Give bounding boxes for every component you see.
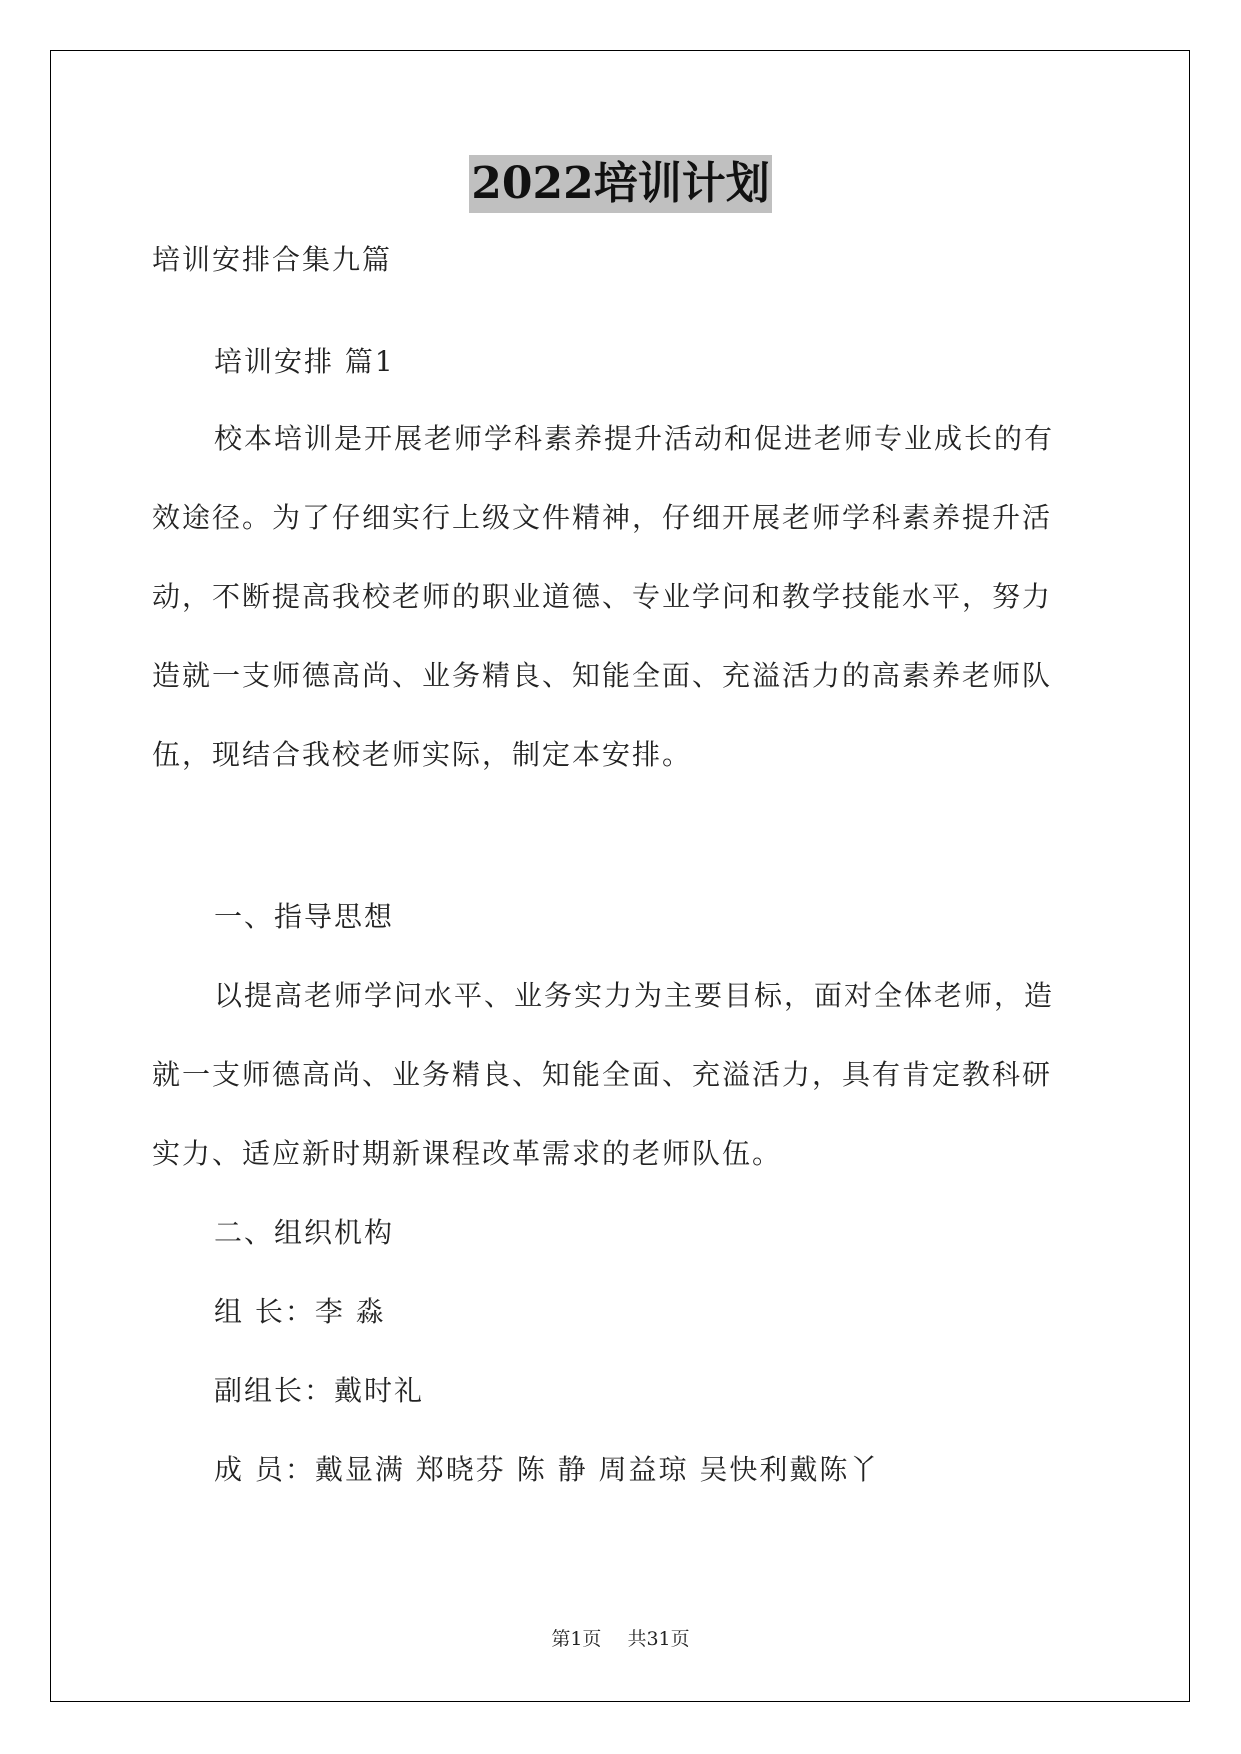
paragraph-line: 实力、适应新时期新课程改革需求的老师队伍。 [152,1137,783,1170]
section-heading: 培训安排 篇1 [214,345,395,378]
document-subtitle: 培训安排合集九篇 [152,243,393,276]
leader-line: 组 长：李 淼 [214,1295,386,1328]
heading-organization: 二、组织机构 [214,1216,395,1249]
paragraph-line: 以提高老师学问水平、业务实力为主要目标，面对全体老师，造 [214,979,1055,1012]
paragraph-line: 效途径。为了仔细实行上级文件精神，仔细开展老师学科素养提升活 [152,501,1053,534]
page-total: 共31页 [627,1628,690,1650]
members-line: 成 员：戴显满 郑晓芬 陈 静 周益琼 吴快利戴陈丫 [214,1453,880,1486]
page-footer [0,1624,1241,1651]
page-number: 第1页 [551,1628,602,1650]
title-container [0,155,1241,213]
document-title: 2022培训计划 [469,155,771,213]
heading-guiding-thought: 一、指导思想 [214,900,395,933]
paragraph-line: 造就一支师德高尚、业务精良、知能全面、充溢活力的高素养老师队 [152,659,1053,692]
paragraph-line: 校本培训是开展老师学科素养提升活动和促进老师专业成长的有 [214,422,1055,455]
paragraph-line: 伍，现结合我校老师实际，制定本安排。 [152,738,693,771]
paragraph-line: 动，不断提高我校老师的职业道德、专业学问和教学技能水平，努力 [152,580,1053,613]
paragraph-line: 就一支师德高尚、业务精良、知能全面、充溢活力，具有肯定教科研 [152,1058,1053,1091]
deputy-leader-line: 副组长：戴时礼 [214,1374,425,1407]
